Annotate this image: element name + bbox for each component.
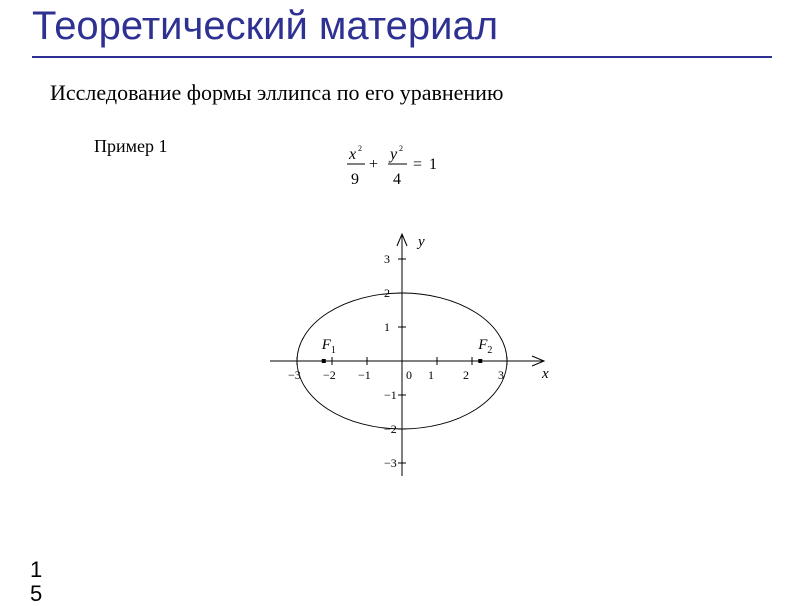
focus-point-1: [322, 359, 326, 363]
y-tick-label: −2: [384, 422, 397, 436]
eq-plus: +: [369, 156, 379, 173]
x-tick-label: −2: [323, 368, 336, 382]
y-axis-label: y: [418, 234, 425, 250]
eq-rhs: 1: [429, 156, 437, 173]
foci: [321, 337, 493, 363]
eq-equals: =: [413, 156, 423, 173]
eq-x-var: x: [349, 146, 357, 163]
ellipse-graph: [262, 226, 562, 486]
x-tick-label: −3: [288, 368, 301, 382]
focus-label-2: $F_2$: [478, 337, 493, 356]
page-number: 15: [30, 557, 43, 606]
y-tick-label: 3: [384, 252, 390, 266]
focus-label-1: $F_1$: [321, 337, 336, 356]
eq-x-exp: 2: [358, 144, 362, 153]
subtitle: Исследование формы эллипса по его уравнению: [50, 80, 504, 105]
x-tick-label: 3: [498, 368, 504, 382]
y-tick-label: −3: [384, 456, 397, 470]
y-tick-label: 2: [384, 286, 390, 300]
example-label: Пример 1: [94, 136, 168, 156]
x-axis-label: x: [542, 366, 549, 382]
x-tick-label: 0: [406, 368, 412, 382]
x-tick-label: −1: [358, 368, 371, 382]
focus-point-2: [478, 359, 482, 363]
eq-y-exp: 2: [399, 144, 403, 153]
ellipse-equation: [345, 142, 455, 194]
y-tick-label: 1: [384, 320, 390, 334]
eq-y-denominator: 4: [393, 171, 401, 188]
title-rule: [32, 56, 772, 58]
x-tick-label: 1: [428, 368, 434, 382]
eq-y-var: y: [390, 146, 398, 163]
x-tick-label: 2: [463, 368, 469, 382]
y-tick-label: −1: [384, 388, 397, 402]
slide-title: Теоретический материал: [32, 4, 499, 48]
eq-x-denominator: 9: [351, 171, 359, 188]
